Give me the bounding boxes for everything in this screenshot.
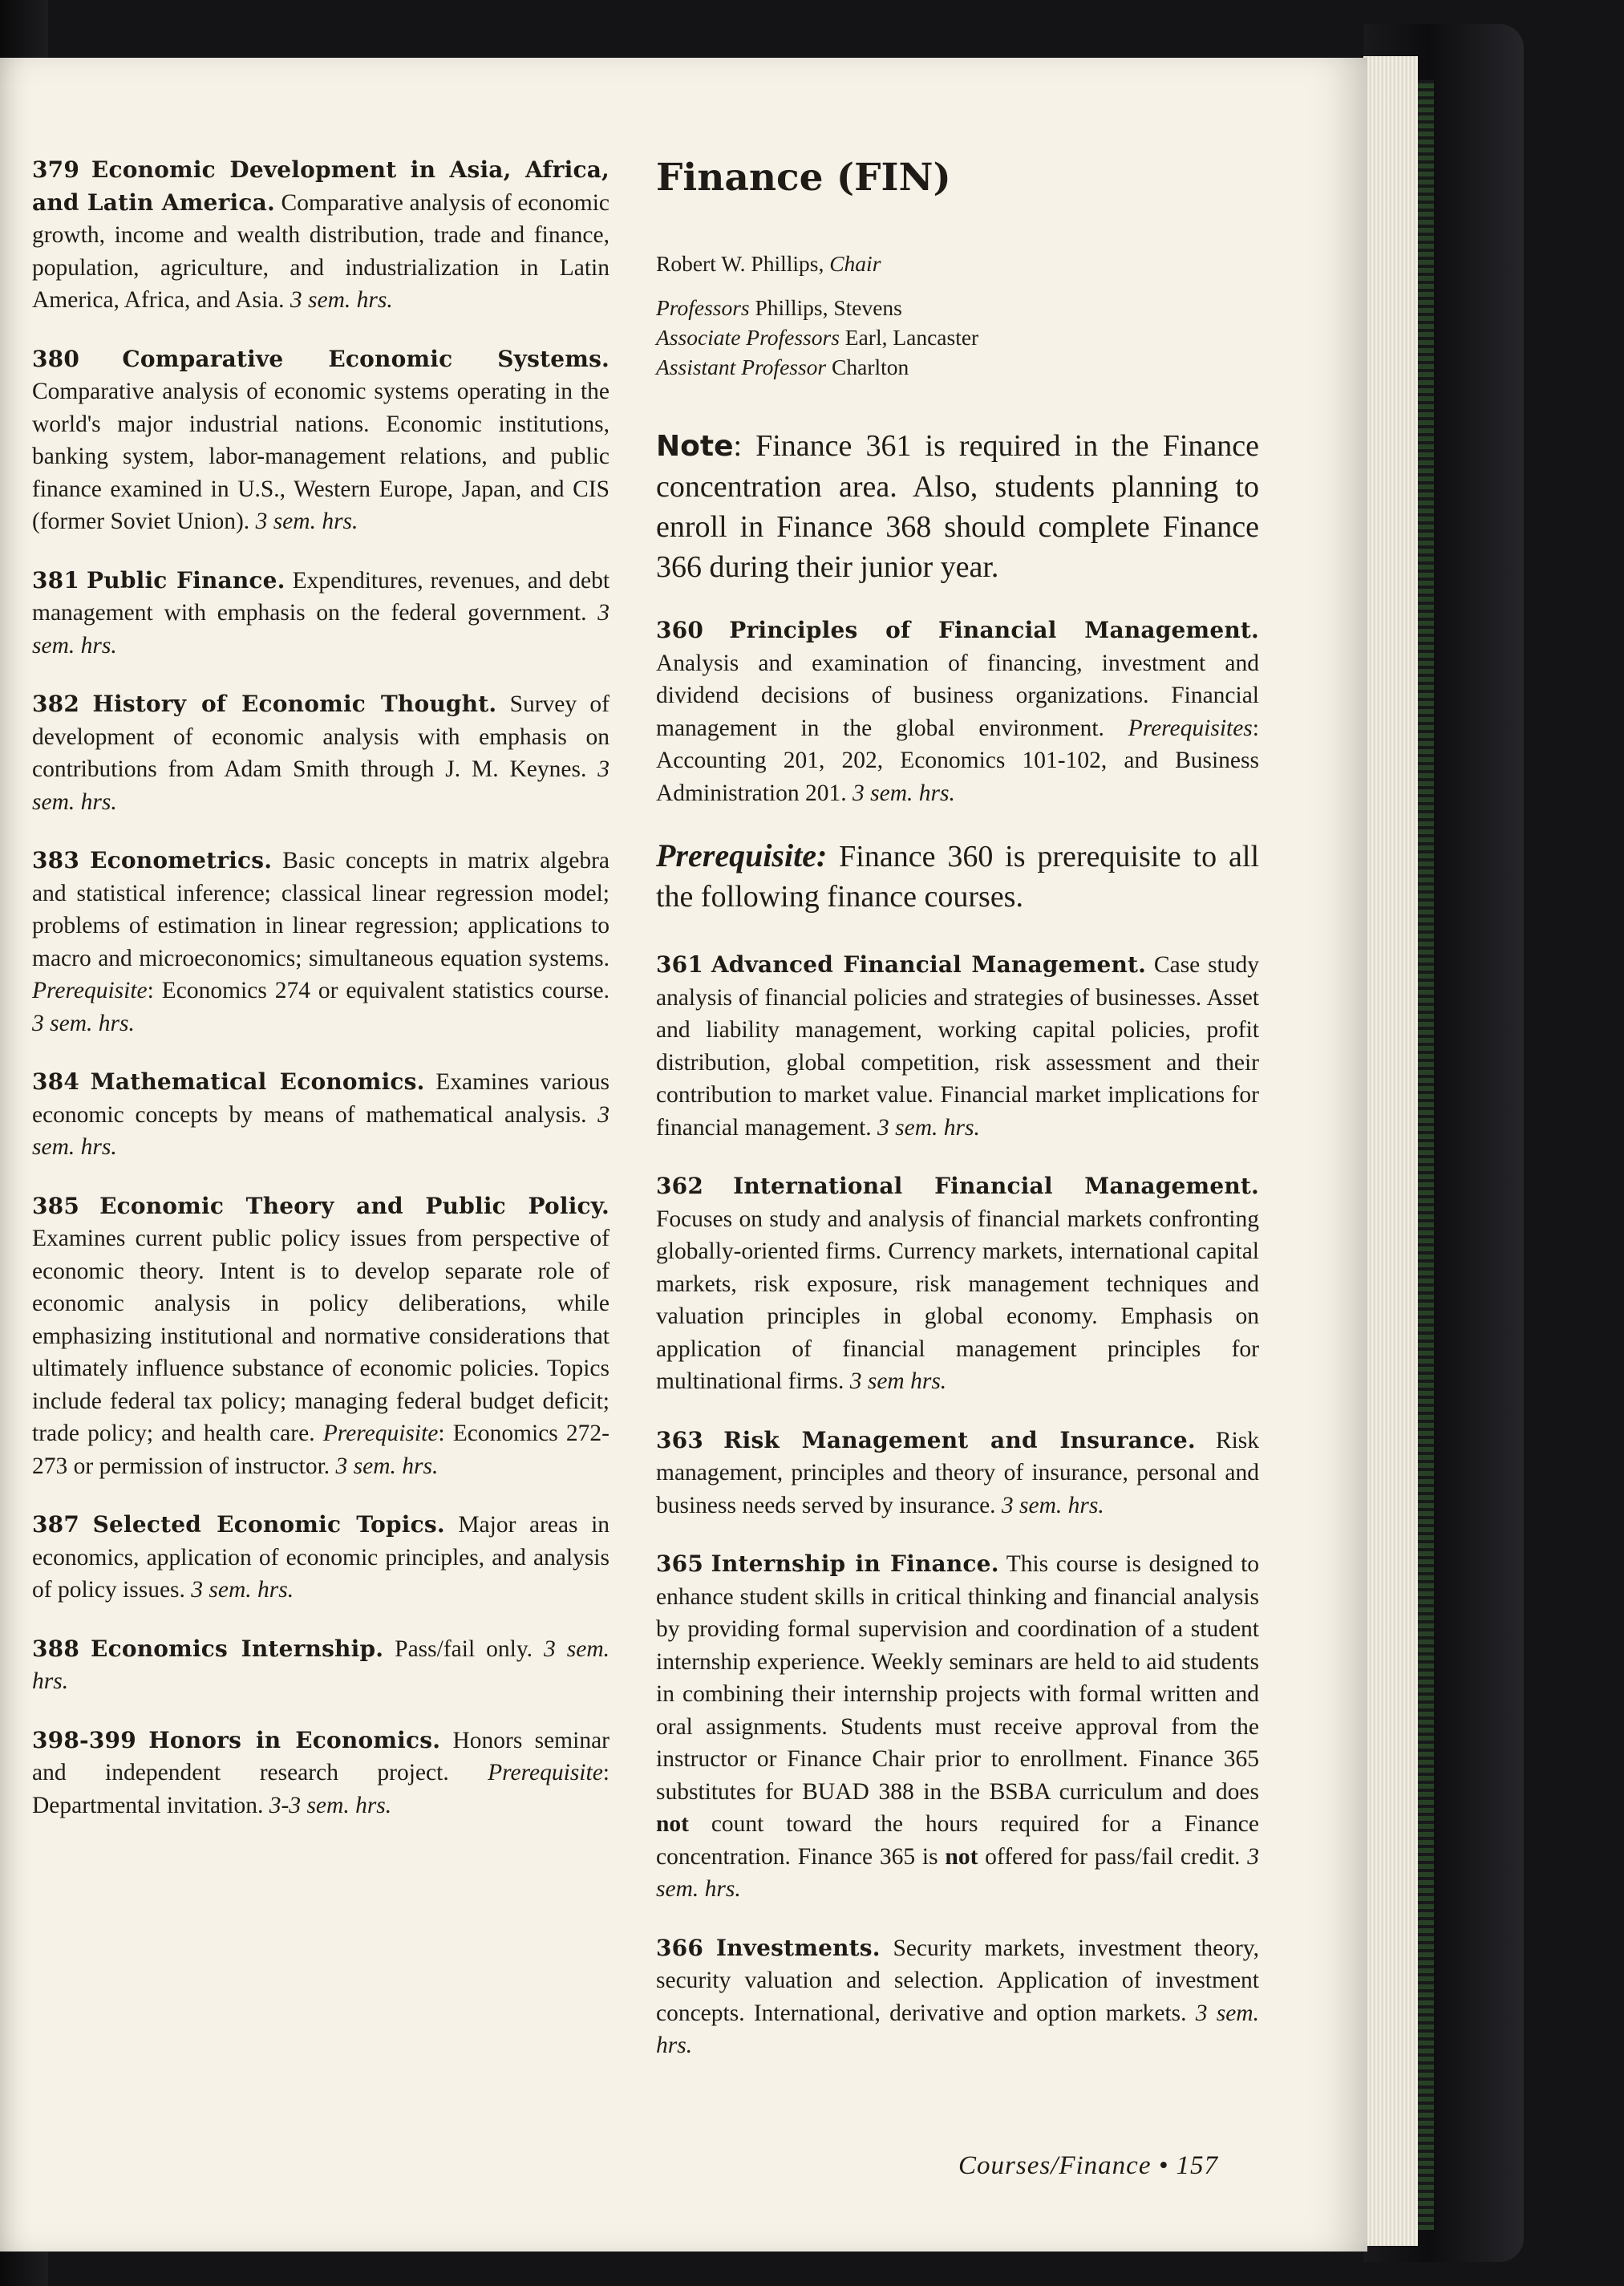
professors-names: Phillips, Stevens [749, 295, 902, 320]
course-number: 365 [656, 1550, 704, 1577]
course-description: Basic concepts in matrix algebra and statistical inference; classical linear regression model; problems of estimation in linear regression; applications to macro and microeconomics; simultaneous equation systems. [32, 848, 610, 971]
course-description: Comparative analysis of economic growth, income and wealth distribution, trade and finance, population, agriculture, and industrialization in Latin America, Africa, and Asia. [32, 189, 610, 313]
course-title: Public Finance. [87, 566, 286, 594]
course-hours: 3 sem. hrs. [191, 1577, 294, 1603]
course-title: Comparative Economic Systems. [122, 345, 610, 372]
course-number: 361 [656, 951, 704, 978]
course-entry [656, 1548, 1259, 1906]
course-description: Major areas in economics, application of economic principles, and analysis of policy issues. [32, 1512, 610, 1603]
course-number: 387 [32, 1511, 80, 1538]
department-title: Finance (FIN) [656, 156, 951, 200]
right-column [656, 154, 1259, 2089]
course-number: 380 [32, 345, 80, 372]
course-hours: 3 sem. hrs. [32, 1010, 135, 1036]
prerequisite-label: Prerequisite [322, 1421, 439, 1446]
course-title: International Financial Management. [733, 1173, 1259, 1199]
course-description: Analysis and examination of financing, investment and dividend decisions of business organizations. Financial management in the global environment. [656, 650, 1259, 741]
course-hours: 3 sem. hrs. [32, 756, 610, 815]
course-title: Economic Development in Asia, Africa, and Latin America. [32, 156, 610, 216]
course-title: History of Economic Thought. [92, 691, 497, 717]
course-number: 385 [32, 1192, 80, 1219]
assistant-names: Charlton [826, 355, 909, 379]
page-footer: Courses/Finance • 157 [958, 2151, 1219, 2180]
course-description: Focuses on study and analysis of financial markets confronting globally-oriented firms. Currency markets, international capital markets, risk exposure, risk management techniques and valuation principles in global economy. Emphasis on application of financial management principles for multinational firms. [656, 1206, 1259, 1394]
course-description: Security markets, investment theory, security valuation and selection. Application of investment concepts. International, derivative and option markets. [656, 1935, 1260, 2026]
course-number: 363 [656, 1426, 704, 1453]
course-number: 381 [32, 566, 80, 594]
course-entry [32, 845, 610, 1040]
course-hours: 3 sem. hrs. [852, 780, 955, 806]
course-entry [656, 1932, 1259, 2062]
course-number: 360 [656, 617, 704, 643]
course-number: 384 [32, 1068, 80, 1095]
course-number: 379 [32, 156, 80, 183]
course-title: Economics Internship. [91, 1635, 384, 1662]
course-hours: 3 sem. hrs. [877, 1114, 980, 1141]
prerequisite-text: : Accounting 201, 202, Economics 101-102, and Business Administration 201. [656, 715, 1259, 806]
chair-role: Chair [829, 251, 881, 276]
course-entry [32, 565, 610, 663]
course-hours: 3 sem hrs. [849, 1368, 947, 1394]
prerequisite-text: : Economics 272-273 or permission of instructor. [32, 1421, 610, 1479]
course-entry [32, 1190, 610, 1483]
course-description: count toward the hours required for a Finance concentration. Finance 365 is [656, 1811, 1259, 1870]
course-entry [32, 1633, 610, 1698]
emphasis-not: not [656, 1811, 689, 1837]
course-hours: 3 sem. hrs. [255, 509, 358, 534]
course-entry [656, 614, 1259, 809]
course-title: Honors in Economics. [148, 1726, 441, 1753]
course-entry [32, 1066, 610, 1164]
course-title: Investments. [715, 1934, 881, 1961]
course-number: 362 [656, 1173, 704, 1199]
prerequisite-label: Prerequisite [32, 978, 148, 1003]
faculty-associate [656, 322, 1259, 352]
emphasis-not: not [945, 1843, 978, 1870]
course-description: Risk management, principles and theory of insurance, personal and business needs served by insurance. [656, 1427, 1260, 1518]
course-number: 383 [32, 847, 80, 873]
course-number: 382 [32, 691, 80, 717]
professors-role: Professors [656, 295, 750, 320]
faculty-professors [656, 293, 1259, 322]
associate-role: Associate Professors [656, 325, 840, 350]
course-hours: 3 sem. hrs. [656, 2000, 1259, 2058]
course-title: Selected Economic Topics. [92, 1511, 445, 1538]
course-entry [656, 1425, 1259, 1522]
course-entry [656, 1170, 1259, 1398]
course-description: Examines various economic concepts by means of mathematical analysis. [32, 1069, 610, 1128]
course-hours: 3 sem. hrs. [32, 1101, 610, 1160]
course-title: Mathematical Economics. [90, 1068, 425, 1095]
prerequisite-text: : Economics 274 or equivalent statistics course. [147, 978, 610, 1003]
note-text: : Finance 361 is required in the Finance concentration area. Also, students planning to enroll in Finance 368 should complete Finance 366 during their junior year. [656, 429, 1259, 584]
course-description: Survey of development of economic analysis with emphasis on contributions from Adam Smith through J. M. Keynes. [32, 691, 610, 782]
course-entry [32, 1725, 610, 1822]
course-hours: 3 sem. hrs. [656, 1843, 1259, 1902]
prerequisite-note-text: Finance 360 is prerequisite to all the following finance courses. [656, 840, 1259, 914]
course-description: This course is designed to enhance student skills in critical thinking and financial analysis by providing formal supervision and coordination of a student internship experience. Weekly seminars are held to aid students in combining their internship projects with formal written and oral assignments. Students must receive approval from the instructor or Finance Chair prior to enrollment. Finance 365 substitutes for BUAD 388 in the BSBA curriculum and does [656, 1551, 1260, 1805]
assistant-role: Assistant Professor [656, 355, 827, 379]
course-title: Economic Theory and Public Policy. [99, 1192, 610, 1219]
course-entry [32, 688, 610, 818]
course-description: Expenditures, revenues, and debt management with emphasis on the federal government. [32, 567, 610, 626]
course-hours: 3 sem. hrs. [1001, 1492, 1104, 1518]
course-hours: 3 sem. hrs. [32, 1635, 610, 1694]
prerequisite-note-label: Prerequisite: [656, 837, 828, 873]
course-title: Econometrics. [90, 847, 273, 873]
faculty-chair [656, 249, 1259, 278]
catalog-page [0, 58, 1367, 2252]
chair-name: Robert W. Phillips, [656, 251, 830, 276]
associate-names: Earl, Lancaster [839, 325, 979, 350]
course-description: Comparative analysis of economic systems operating in the world's major industrial nations. Economic institutions, banking system, labor-management relations, and public finance examined in U.S., Western Europe, Japan, and CIS (former Soviet Union). [32, 379, 610, 534]
prerequisite-label: Prerequisites [1128, 715, 1253, 741]
prerequisite-text: : Departmental invitation. [32, 1760, 610, 1818]
course-description: Case study analysis of financial policies and strategies of businesses. Asset and liability management, working capital policies, profit distribution, global competition, risk assessment and their contribution to market value. Financial market implications for financial management. [656, 952, 1259, 1141]
course-entry [32, 343, 610, 538]
note-label: Note [656, 430, 734, 463]
left-column [32, 154, 610, 1848]
course-entry [32, 1509, 610, 1607]
course-entry [656, 949, 1259, 1144]
course-description: offered for pass/fail credit. [978, 1843, 1248, 1870]
course-number: 388 [32, 1635, 80, 1662]
course-number: 398-399 [32, 1726, 136, 1753]
course-description: Pass/fail only. [383, 1635, 545, 1662]
faculty-assistant [656, 352, 1259, 382]
course-title: Risk Management and Insurance. [723, 1426, 1196, 1453]
prerequisite-note [656, 836, 1259, 917]
course-number: 366 [656, 1934, 704, 1961]
course-description: Honors seminar and independent research project. [32, 1727, 610, 1785]
course-title: Advanced Financial Management. [711, 951, 1147, 978]
course-hours: 3 sem. hrs. [335, 1453, 439, 1479]
finance-note [656, 426, 1259, 587]
page-edges [1363, 56, 1418, 2246]
prerequisite-label: Prerequisite [488, 1760, 603, 1785]
course-hours: 3 sem. hrs. [32, 600, 610, 659]
course-hours: 3 sem. hrs. [290, 287, 393, 313]
course-description: Examines current public policy issues from perspective of economic theory. Intent is to develop separate role of economic analysis in policy deliberations, while emphasizing institutional and normative considerations that ultimately influence substance of economic policies. Topics include federal tax policy; managing federal budget deficit; trade policy; and health care. [32, 1226, 610, 1446]
course-title: Internship in Finance. [711, 1550, 999, 1577]
cover-edge-stripe [1418, 80, 1434, 2230]
course-title: Principles of Financial Management. [729, 617, 1260, 643]
course-hours: 3-3 sem. hrs. [269, 1792, 392, 1818]
course-entry [32, 154, 610, 317]
